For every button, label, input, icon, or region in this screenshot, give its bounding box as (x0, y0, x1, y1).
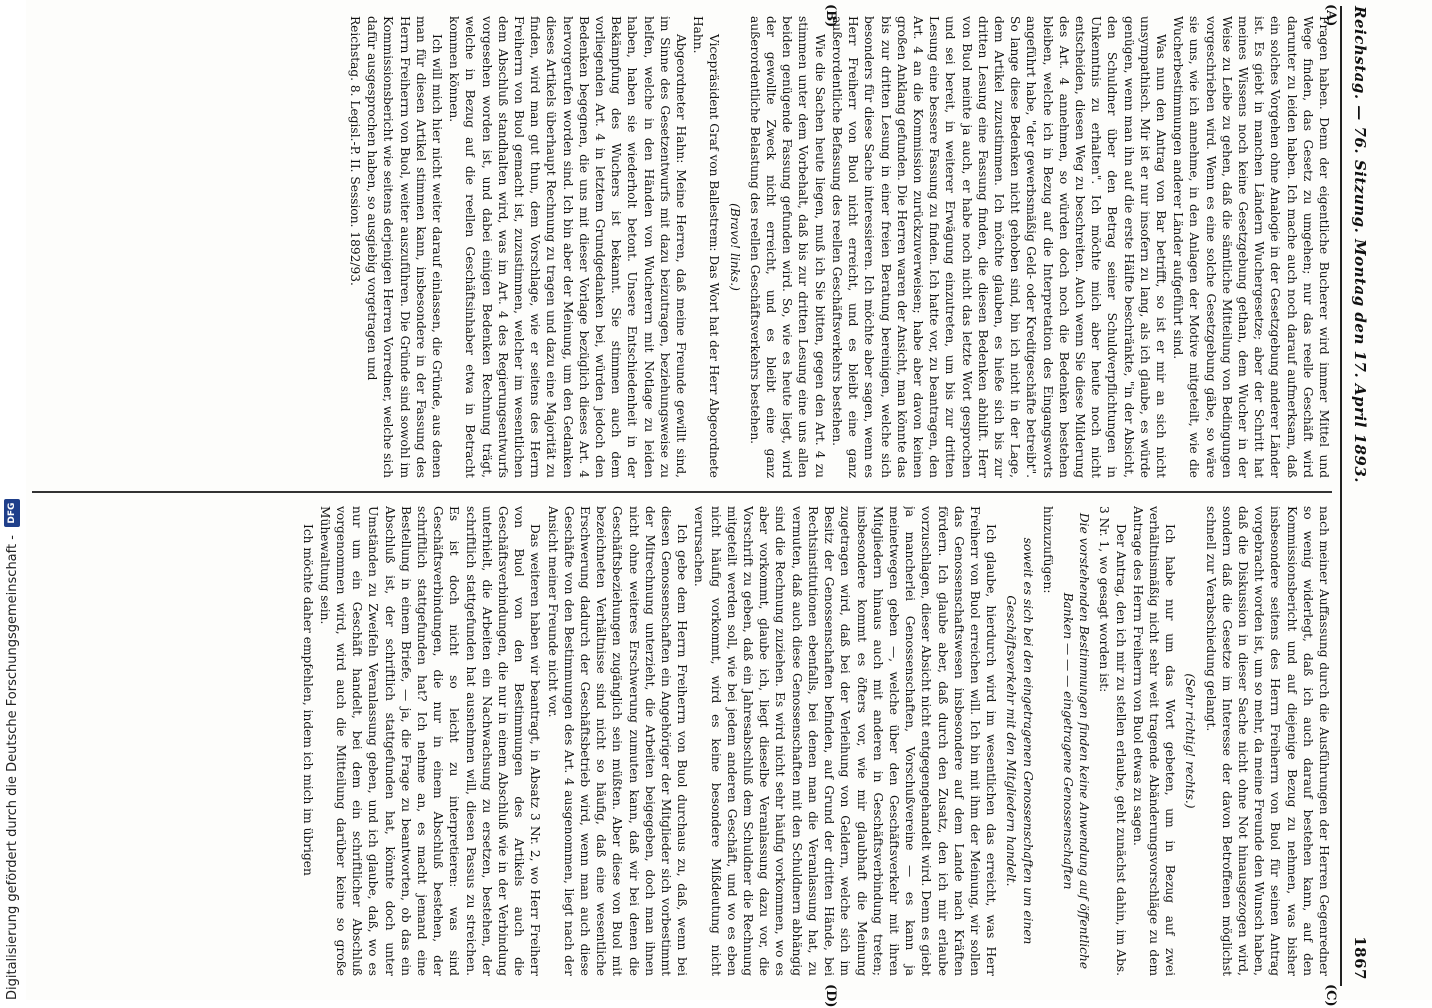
left-text-column (32, 16, 1332, 478)
speaker-paragraph: Abgeordneter Hahn: Meine Herren, daß meine Freunde gewillt sind, im Sinne des Gesetzentwurfs mit dazu beizutragen, beziehungsweise zu helfen, welche in den Händen von Wucherern mit Notlage zu leiden haben, haben sie wiederholt betont. Unsere Entschiedenheit in der Bekämpfung des Wuchers ist bekannt. Sie stimmen auch dem vorliegenden Art. 4 in letztem Grundgedanken bei, würden jedoch den Bedenken begegnen, die uns mit dieser Vorlage bezüglich dieses Art. 4 hervorgerufen worden sind. Ich bin aber der Meinung, um den Gedanken dieses Artikels überhaupt Rechnung zu tragen und dazu eine Majorität zu finden, wird man gut thun, dem Vorschlage, wie er seitens des Herrn Freiherrn von Buol gemacht ist, zuzustimmen, welcher im wesentlichen dem Abschluß standhalten wird, was im Art. 4 des Regierungsentwurfs vorgesehen worden ist, und dabei einigen Bedenken Rechnung trägt, welche in Bezug auf die reellen Geschäftsinhaber etwa in Betracht kommen können. (447, 16, 689, 478)
quoted-amendment: soweit es sich bei den eingetragenen Genossenschaften um einen Geschäftsverkehr mit den Mitgliedern handelt. (1004, 537, 1035, 945)
quoted-provision: Die vorstehenden Bestimmungen finden keine Anwendung auf öffentliche Banken — — — eingetragene Genossenschaften (1060, 512, 1092, 970)
funding-note (0, 40, 24, 1000)
interjection: (Sehr richtig! rechts.) (1183, 673, 1198, 809)
margin-marker-a: (A) (1323, 4, 1338, 27)
paragraph: nach meiner Auffassung durch die Ausführungen der Herren Gegenredner so wenig widerlegt, daß ich auch darauf bestehen kann, auf den Kommissionsbericht und auf diejenige Bezug zu nehmen, was bisher insbesondere seitens des Herrn Freiherrn von Buol für seinen Antrag vorgebracht worden ist, um so mehr, da meine Freunde den Wunsch haben, daß die Diskussion in dieser Sache nicht ohne Not hinausgezogen wird, sondern daß die Gesetze im Interesse der davon Betroffenen möglichst schnell zur Verabschiedung gelangt. (1203, 506, 1331, 976)
paragraph: Ich will mich hier nicht weiter darauf einlassen, die Gründe, aus denen man für diesen Artikel stimmen kann, insbesondere in der Fassung des Herrn Freiherrn von Buol, weiter auszuführen. Die Gründe sind sowohl im Kommissionsbericht wie seitens derjenigen Herren Vorredner, welche sich dafür ausgesprochen haben, so ausgiebig vorgetragen und (365, 16, 445, 478)
paragraph: Der Antrag, den ich mir zu stellen erlaube, geht zunächst dahin, im Abs. 3 Nr. 1, wo gesagt worden ist: (1097, 506, 1128, 976)
paragraph: Ich glaube, hierdurch wird im wesentlichen das erreicht, was Herr Freiherr von Buol erreichen will. Ich bin mit ihm der Meinung, wir sollen das Genossenschaftswesen insbesondere auf dem Lande nach Kräften fördern. Ich glaube aber, daß durch den Zusatz, den ich mir erlaube vorzuschlagen, dieser Absicht nicht entgegengehandelt wird. Denn es giebt ja mancherlei Genossenschaften, Vorschußvereine — es kann ja meinetwegen geben —, welche über den Geschäftsverkehr mit ihren Mitgliedern hinaus auch mit anderen in Geschäftsverbindung treten; insbesondere kommt es öfters vor, wie mir glaubhaft die Meinung zugetragen wird, daß bei der Verleihung von Geldern, welche sich im Besitz der Genossenschaften befinden, auf Grund der dritten Hände, bei Rechtsinstitutionen ebenfalls, bei denen man die Veranlassung hat, zu vermuten, daß auch diese Genossenschaften mit den Schuldnern abhängig sind die Rechnung zuziehen. Es wird nicht sehr häufig vorkommen, wo es aber vorkommt, glaube ich, liegt dieselbe Veranlassung dazu vor, die Vorschrift zu geben, daß ein Jahresabschluß dem Schuldner die Rechnung mitgeteilt werden soll, wie bei jedem anderen Geschäft, und wo es eben nicht häufig vorkommt, wird es keine besondere Mißdeutung nicht verursachen. (692, 506, 999, 976)
right-text-column (32, 506, 1332, 976)
page-number: 1867 (1351, 936, 1369, 980)
paragraph: Wie die Sachen heute liegen, muß ich Sie bitten, gegen den Art. 4 zu stimmen unter dem Vorbehalt, daß bis zur dritten Lesung eine uns allen beiden genügende Fassung gefunden wird. So, wie es heute liegt, wird der gewollte Zweck nicht erreicht, und es bleibt eine ganz außerordentliche Belastung des reellen Geschäftsverkehrs bestehen. (747, 16, 827, 478)
margin-marker-d: (D) (823, 984, 838, 1008)
rotated-page-content (0, 4, 1378, 1008)
paragraph: hinzuzufügen: (1040, 506, 1055, 594)
paragraph: Ich habe nur um das Wort gebeten, um in Bezug auf zwei verhältnismäßig nicht sehr weit tragende Abänderungsvorschläge zu dem Antrage des Herrn Freiherrn von Buol etwas zu sagen. (1130, 506, 1178, 976)
footer-session-info: Reichstag. 8. Legisl.-P. II. Session. 1892/93. (348, 16, 363, 286)
page-header (1340, 6, 1378, 986)
paragraph: Fragen haben. Denn der eigentliche Bucherer wird immer Mittel und Wege finden, das Gesetz zu umgehen; nur das reelle Geschäft wird darunter zu leiden haben. Ich mache auch noch darauf aufmerksam, daß ein solches Vorgehen ohne Analogie in der Gesetzgebung anderer Länder ist. Es giebt in manchen Ländern Wuchergesetze; aber der Schritt hat meines Wissens noch keine Gesetzgebung gethan, dem Wucher in der Weise zu Leibe zu gehen, daß die sämtliche Mitteilung von Bedingungen vorgeschrieben wird. Wenn es eine solche Gesetzgebung gäbe, so wäre sie uns, wie ich annehme, in den Anlagen der Motive mitgeteilt, wie die Wucherbestimmungen anderer Länder aufgeführt sind. (1171, 16, 1331, 478)
paragraph: Ich möchte daher empfehlen, indem ich mich im übrigen (300, 524, 315, 876)
margin-marker-c: (C) (1323, 984, 1338, 1007)
paragraph: Ich gebe dem Herrn Freiherrn von Buol durchaus zu, daß, wenn bei diesen Genossenschaften ein Angehöriger der Mitglieder sich vorbestimmt der Mitrechnung unterzieht, die Arbeiten beigegeben, doch man ihnen nicht ohne weiteres Erschwerung zumuten kann, daß wir bei denen die Geschäftsbeziehungen zugänglich sein müßten. Aber diese von Buol mit bezeichneten Verhältnisse sind nicht so häufig, daß eine wesentliche Erschwerung dadurch der Geschäftsbetrieb wird, wenn man auch diese Geschäfte von den Bestimmungen des Art. 4 ausgenommen, liegt nach der Ansicht meiner Freunde nicht vor. (545, 506, 690, 976)
header-title: Reichstag. — 76. Sitzung. Montag den 17. April 1893. (1351, 6, 1369, 484)
paragraph: Das weiteren haben wir beantragt, in Absatz 3 Nr. 2, wo Herr Freiherr von Buol von den Bestimmungen des Artikels auch die Geschäftsverbindungen, die nur in einem Abschluß wie in der Verbindung unterhielt, die Arbeiten ein Nachwachsung zu ersetzen, bestehen, der schriftlich stattgefunden hat ausnehmen will, diesen Passus zu streichen. Es ist doch nicht so leicht zu interpretieren: was sind Geschäftsverbindungen, die nur in einem Abschluß bestehen, der schriftlich stattgefunden hat? Ich nehme an, es macht jemand eine Bestellung in einem Briefe, — ja, die Frage zu beantworten, ob das ein Abschluß ist, der schriftlich stattgefunden hat, könnte doch unter Umständen zu Zweifeln Veranlassung geben, und ich glaube, daß, wo es nur um ein Geschäft handelt, bei dem ein schriftlicher Abschluß vorgenommen wird, wird auch die Mitteilung darüber keine so große Mühewaltung sein. (317, 506, 543, 976)
funding-note-text: Digitalisierung gefördert durch die Deutsche Forschungsgemeinschaft - (4, 535, 20, 1000)
margin-marker-b: (B) (823, 4, 838, 28)
interjection: (Bravo! links.) (727, 203, 742, 291)
paragraph: Was nun den Antrag von Bar betrifft, so ist er mir an sich nicht unsympathisch. Mir ist er nur insofern zu lang, als ich glaube, es würde genügen, wenn man ihn auf die erste Hälfte beschränkte, "in der Absicht, den Schuldner über den Betrag seiner Schuldverpflichtungen in Unkenntnis zu erhalten". Ich möchte mich aber heute noch nicht entscheiden, diesen Weg zu beschreiten. Auch wenn Sie diese Milderung des Art. 4 annehmen, so würden doch noch die Bedenken bestehen bleiben, welche ich in Bezug auf die Interpretation des Eingangsworts angeführt habe, "der gewerbsmäßig Geld- oder Kreditgeschäfte betreibt". So lange diese Bedenken nicht gehoben sind, bin ich nicht in der Lage, dem Artikel zuzustimmen. Ich möchte glauben, es hieße sich bis zur dritten Lesung eine Fassung finden, die diesen Bedenken abhilft. Herr von Buol meinte ja auch, er habe noch nicht das letzte Wort gesprochen und sei bereit, in weiterer Erwägung einzutreten, um bis zur dritten Lesung eine bessere Fassung zu finden. Ich hatte vor, zu beantragen, den Art. 4 an die Kommission zurückzuverweisen; habe aber davon keinen großen Anklang gefunden. Die Herren waren der Ansicht, man könnte das bis zur dritten Lesung in einer freien Beratung bereinigen, welche sich besonders für diese Sache interessieren. Ich möchte aber sagen, wenn es Herr Freiherr von Buol nicht erreicht, und es bleibt eine ganz außerordentliche Befassung des reellen Geschäftsverkehrs bestehen. (829, 16, 1168, 478)
dfg-logo-icon: DFG (4, 499, 20, 527)
speaker-paragraph: Vicepräsident Graf von Ballestrem: Das Wort hat der Herr Abgeordnete Hahn. (691, 16, 722, 478)
side-strip (0, 0, 26, 1000)
column-divider (32, 491, 1332, 493)
